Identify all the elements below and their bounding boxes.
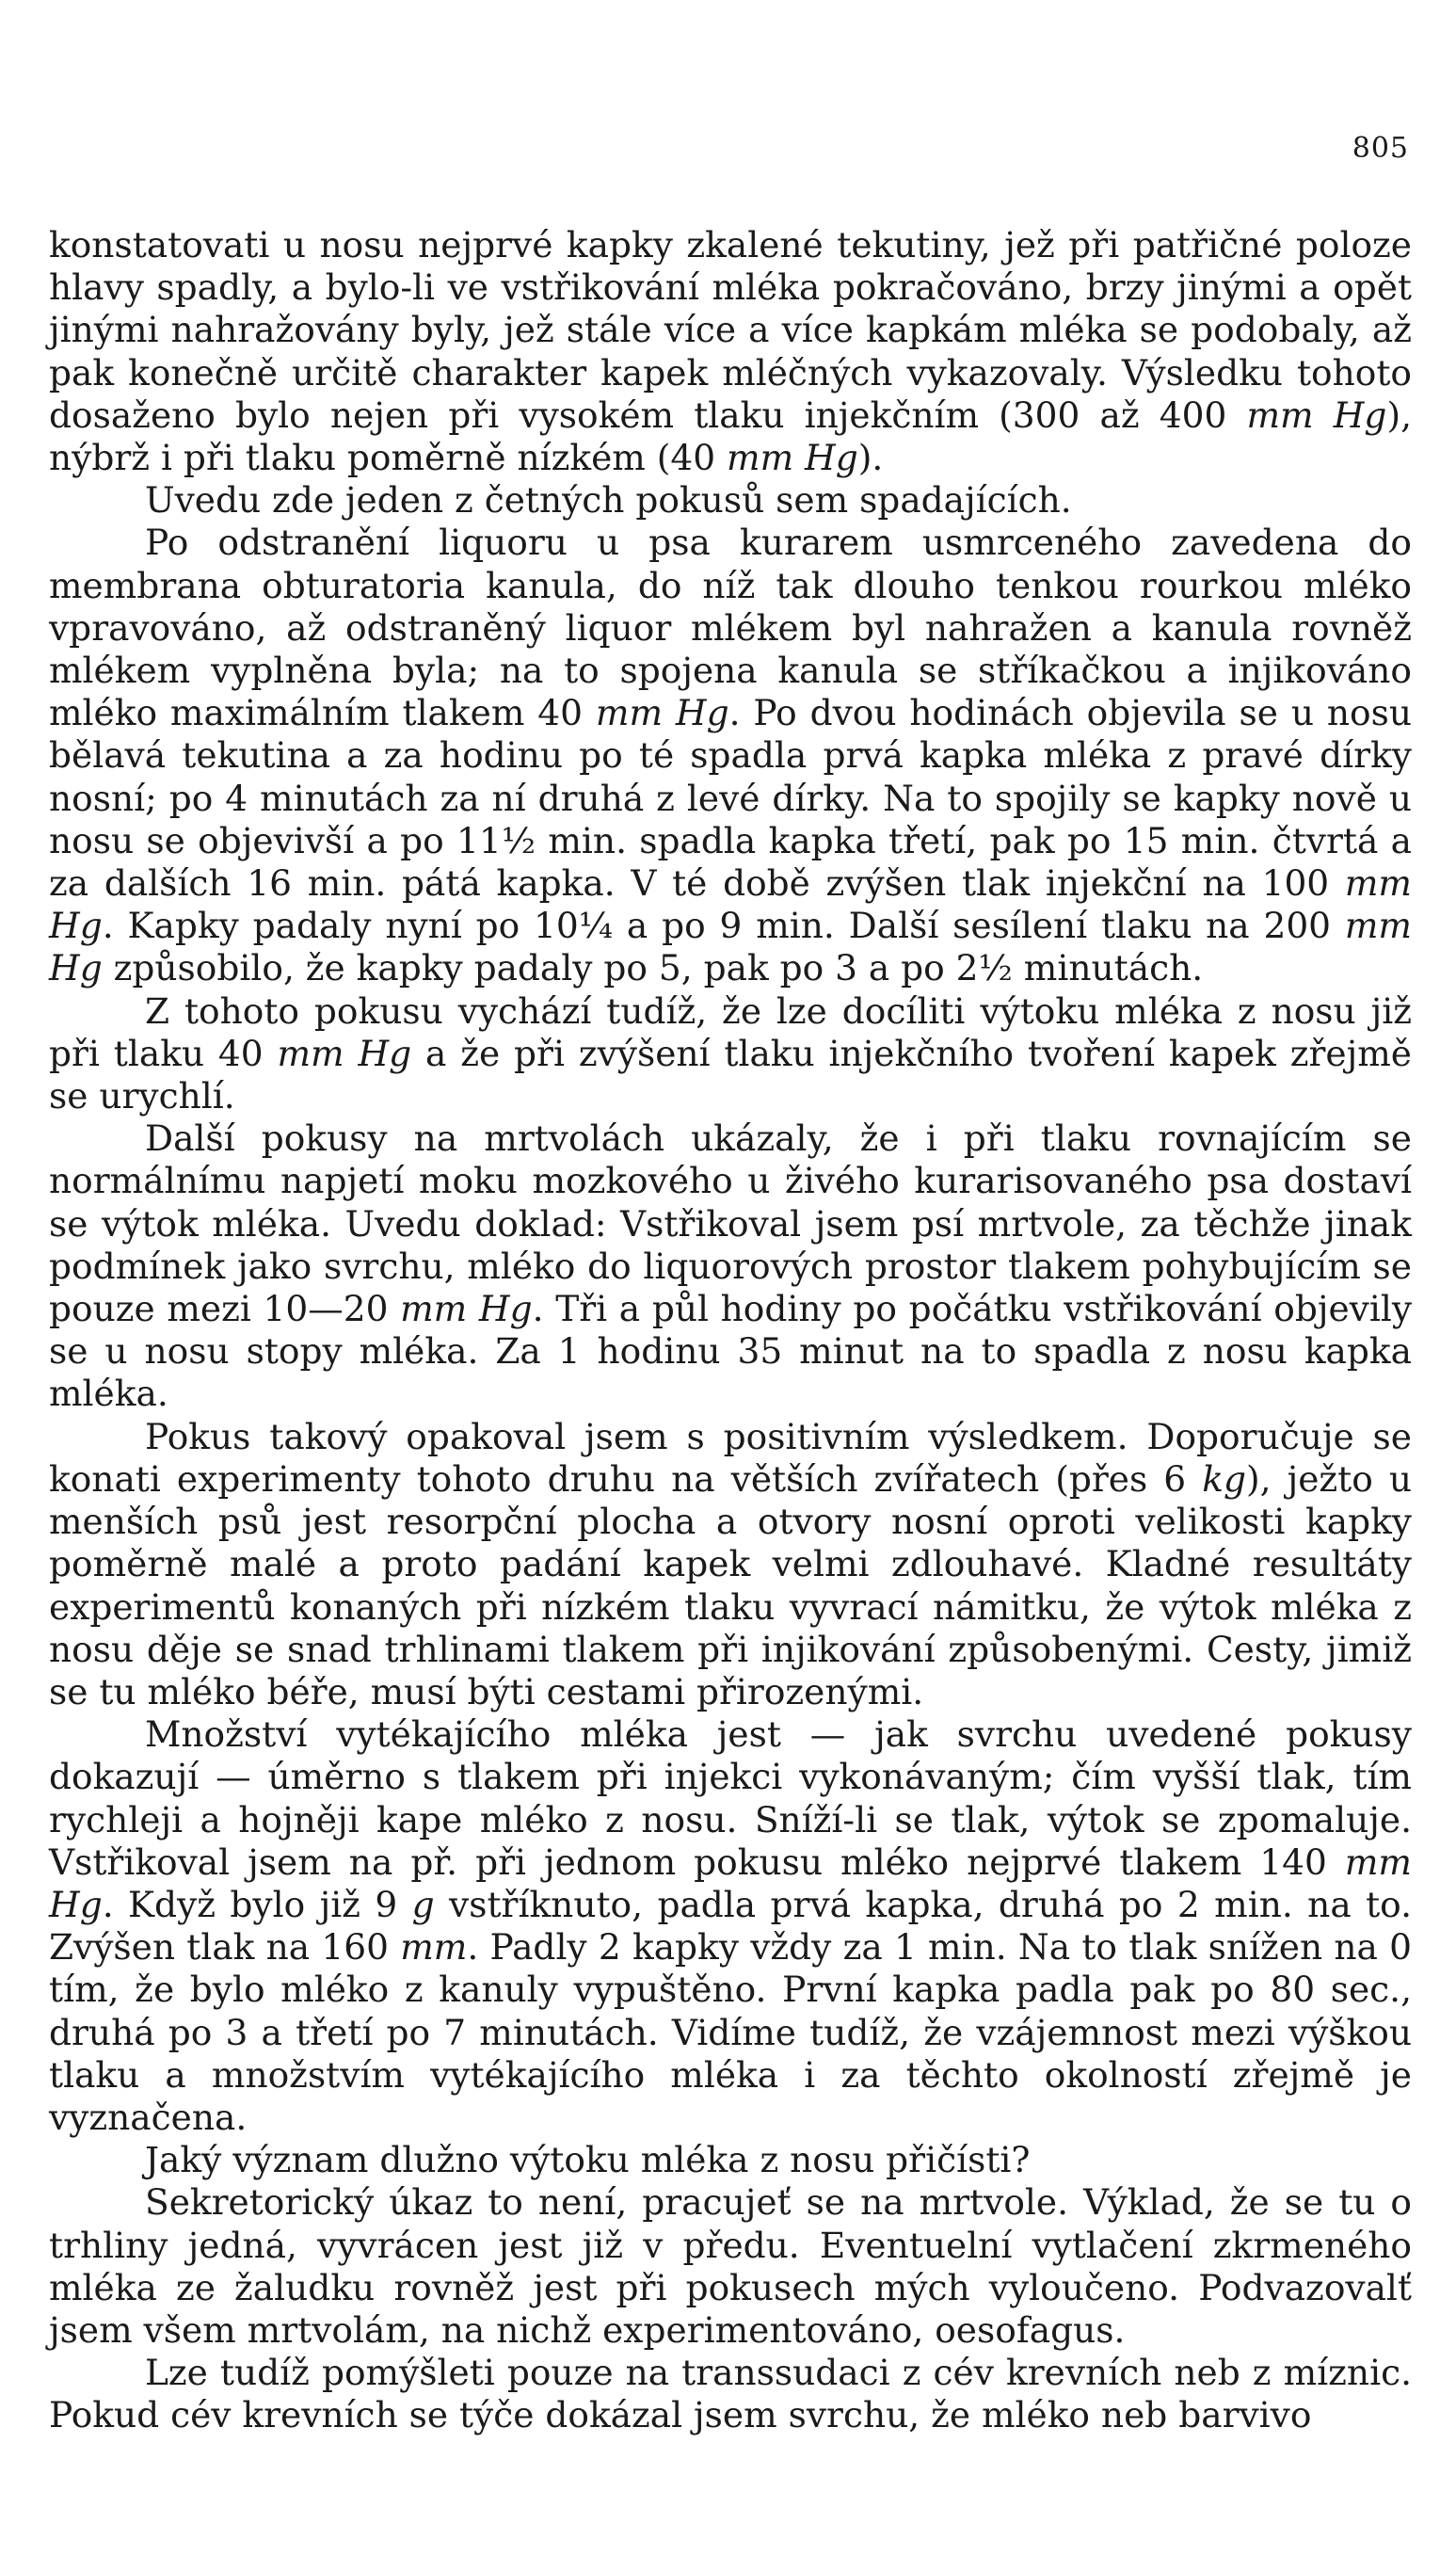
unit-text: mm Hg [277, 1032, 412, 1074]
page-number: 805 [1352, 132, 1409, 165]
unit-text: mm Hg [49, 1841, 1412, 1925]
paragraph: Lze tudíž pomýšleti pouze na transsudaci z cév krevních neb z míznic. Pokud cév krevních se týče dokázal jsem svrchu, že mléko neb barvivo [49, 2352, 1412, 2436]
paragraph: Sekretorický úkaz to není, pracujeť se na mrtvole. Výklad, že se tu o trhliny jedná, vyvrácen jest již v předu. Eventuelní vytlačení zkrmeného mléka ze žaludku rovněž jest při pokusech mých vyloučeno. Podvazovalť jsem všem mrtvolám, na nichž experimentováno, oesofagus. [49, 2181, 1412, 2351]
unit-text: mm Hg [400, 1288, 533, 1330]
unit-text: mm Hg [49, 905, 1412, 989]
unit-text: kg [1202, 1457, 1246, 1500]
paragraph: Jaký význam dlužno výtoku mléka z nosu přičísti? [145, 2139, 1031, 2181]
paragraph: Množství vytékajícího mléka jest — jak svrchu uvedené pokusy dokazují — úměrno s tlakem při injekci vykonávaným; čím vyšší tlak, tím rychleji a hojněji kape mléko z nosu. Sníží-li se tlak, výtok se zpomaluje. Vstřikoval jsem na př. při jednom pokusu mléko nejprvé tlakem 140 mm Hg. Když bylo již 9 g vstříknuto, padla prvá kapka, druhá po 2 min. na to. Zvýšen tlak na 160 mm. Padly 2 kapky vždy za 1 min. Na to tlak snížen na 0 tím, že bylo mléko z kanuly vypuštěno. První kapka padla pak po 80 sec., druhá po 3 a třetí po 7 minutách. Vidíme tudíž, že vzájemnost mezi výškou tlaku a množstvím vytékajícího mléka i za těchto okolností zřejmě je vyznačena. [49, 1713, 1412, 2138]
body-text [49, 224, 1412, 2437]
unit-text: mm [400, 1926, 468, 1969]
unit-text: mm Hg [727, 437, 858, 479]
paragraph: Pokus takový opakoval jsem s positivním výsledkem. Doporučuje se konati experimenty tohoto druhu na větších zvířatech (přes 6 kg), ježto u menších psů jest resorpční plocha a otvory nosní oproti velikosti kapky poměrně malé a proto padání kapek velmi zdlouhavé. Kladné resultáty experimentů konaných při nízkém tlaku vyvrací námitku, že výtok mléka z nosu děje se snad trhlinami tlakem při injikování způsobenými. Cesty, jimiž se tu mléko béře, musí býti cestami přirozenými. [49, 1415, 1412, 1712]
unit-text: mm Hg [595, 692, 729, 734]
unit-text: mm Hg [1246, 394, 1387, 436]
paragraph: Uvedu zde jeden z četných pokusů sem spadajících. [145, 479, 1072, 522]
unit-text: mm Hg [49, 862, 1412, 947]
paragraph: Další pokusy na mrtvolách ukázaly, že i při tlaku rovnajícím se normálnímu napjetí moku mozkového u živého kurarisovaného psa dostaví se výtok mléka. Uvedu doklad: Vstřikoval jsem psí mrtvole, za těchže jinak podmínek jako svrchu, mléko do liquorových prostor tlakem pohybujícím se pouze mezi 10—20 mm Hg. Tři a půl hodiny po počátku vstřikování objevily se u nosu stopy mléka. Za 1 hodinu 35 minut na to spadla z nosu kapka mléka. [49, 1117, 1413, 1415]
paragraph: Z tohoto pokusu vychází tudíž, že lze docíliti výtoku mléka z nosu již při tlaku 40 mm Hg a že při zvýšení tlaku injekčního tvoření kapek zřejmě se urychlí. [49, 989, 1413, 1117]
paragraph: konstatovati u nosu nejprvé kapky zkalené tekutiny, jež při patřičné poloze hlavy spadly, a bylo-li ve vstřikování mléka pokračováno, brzy jinými a opět jinými nahražovány byly, jež stále více a více kapkám mléka se podobaly, až pak konečně určitě charakter kapek mléčných vykazovaly. Výsledku tohoto dosaženo bylo nejen při vysokém tlaku injekčním (300 až 400 mm Hg), nýbrž i při tlaku poměrně nízkém (40 mm Hg). [49, 224, 1412, 479]
paragraph: Po odstranění liquoru u psa kurarem usmrceného zavedena do membrana obturatoria kanula, do níž tak dlouho tenkou rourkou mléko vpravováno, až odstraněný liquor mlékem byl nahražen a kanula rovněž mlékem vyplněna byla; na to spojena kanula se stříkačkou a injikováno mléko maximálním tlakem 40 mm Hg. Po dvou hodinách objevila se u nosu bělavá tekutina a za hodinu po té spadla prvá kapka mléka z pravé dírky nosní; po 4 minutách za ní druhá z levé dírky. Na to spojily se kapky nově u nosu se objevivší a po 11½ min. spadla kapka třetí, pak po 15 min. čtvrtá a za dalších 16 min. pátá kapka. V té době zvýšen tlak injekční na 100 mm Hg. Kapky padaly nyní po 10¼ a po 9 min. Další sesílení tlaku na 200 mm Hg způsobilo, že kapky padaly po 5, pak po 3 a po 2½ minutách. [49, 522, 1412, 989]
unit-text: g [411, 1883, 435, 1925]
